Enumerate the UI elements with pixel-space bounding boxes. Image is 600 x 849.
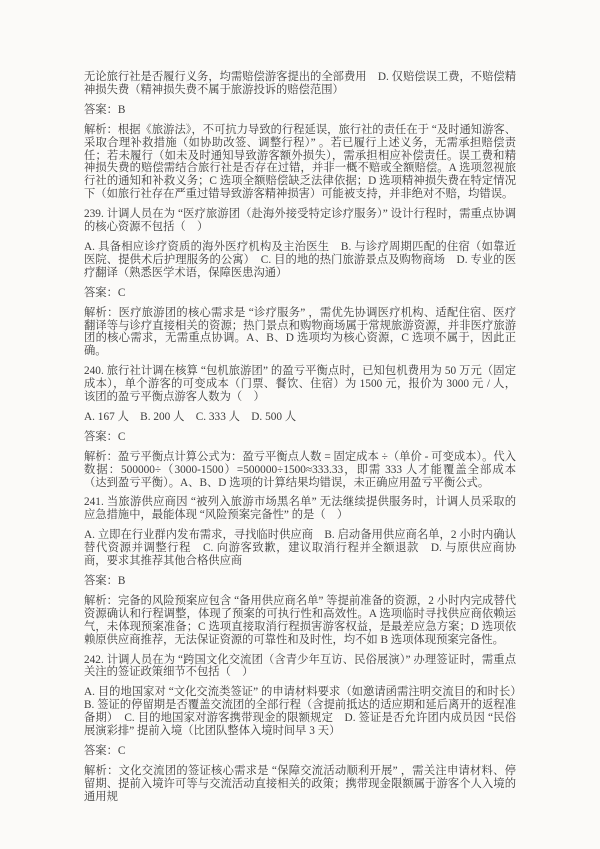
question-240: 240. 旅行社计调在核算 “包机旅游团” 的盈亏平衡点时，已知包机费用为 50 万元（固定成本），单个游客的可变成本（门票、餐饮、住宿）为 1500 元，报价为 3000 元 / 人，该团的盈亏平衡点游客人数为（ ） (84, 365, 516, 404)
question-241: 241. 当旅游供应商因 “被列入旅游市场黑名单” 无法继续提供服务时，计调人员采取的应急措施中，最能体现 “风险预案完备性” 的是（ ） (84, 496, 516, 522)
question-238-option-continuation: 无论旅行社是否履行义务，均需赔偿游客提出的全部费用 D. 仅赔偿误工费，不赔偿精神损失费（精神损失费不属于旅游投诉的赔偿范围） (84, 71, 516, 96)
analysis-238: 解析：根据《旅游法》，不可抗力导致的行程延误，旅行社的责任在于 “及时通知游客、采取合理补救措施（如协助改签、调整行程）” 。若已履行上述义务，无需承担赔偿责任；若未履行（如未及时通知导致游客额外损失），需承担相应补偿责任。误工费和精神损失费的赔偿需结合旅行社是否存在过错，并非一概不赔或全额赔偿。A 选项忽视旅行社的通知和补救义务；C 选项全额赔偿缺乏法律依据；D 选项精神损失费在特定情况下（如旅行社存在严重过错导致游客精神损害）可能被支持，并非绝对不赔，均错误。 (84, 123, 516, 201)
analysis-242: 解析：文化交流团的签证核心需求是 “保障交流活动顺利开展” ，需关注申请材料、停留期、提前入境许可等与交流活动直接相关的政策；携带现金限额属于游客个人入境的通用规 (84, 764, 516, 803)
question-239: 239. 计调人员在为 “医疗旅游团（赴海外接受特定诊疗服务）” 设计行程时，需重点协调的核心资源不包括（ ） (84, 208, 516, 234)
answer-241: 答案：B (84, 575, 126, 587)
answer-242: 答案：C (84, 744, 126, 757)
analysis-240: 解析：盈亏平衡点计算公式为：盈亏平衡点人数 = 固定成本 ÷（单价 - 可变成本）。代入数据：500000÷（3000-1500）=500000÷1500≈333.33，即需 333 人才能覆盖全部成本（达到盈亏平衡）。A、B、D 选项的计算结果均错误，未正确应用盈亏平衡公式。 (84, 450, 516, 489)
options-242: A. 目的地国家对 “文化交流类签证” 的申请材料要求（如邀请函需注明交流目的和时长） B. 签证的停留期是否覆盖交流团的全部行程（含提前抵达的适应期和延后离开的返程准备期） C. 目的地国家对游客携带现金的限额规定 D. 签证是否允许团内成员因 “民俗展演彩排” 提前入境（比团队整体入境时间早 3 天） (84, 686, 528, 738)
analysis-239: 解析：医疗旅游团的核心需求是 “诊疗服务” ，需优先协调医疗机构、适配住宿、医疗翻译等与诊疗直接相关的资源；热门景点和购物商场属于常规旅游资源，并非医疗旅游团的核心需求，无需重点协调。A、B、D 选项均为核心资源，C 选项不属于，因此正确。 (84, 306, 516, 358)
text-column (84, 71, 528, 804)
answer-240: 答案：C (84, 430, 126, 443)
question-242: 242. 计调人员在为 “跨国文化交流团（含青少年互访、民俗展演）” 办理签证时，需重点关注的签证政策细节不包括（ ） (84, 653, 516, 679)
options-239: A. 具备相应诊疗资质的海外医疗机构及主治医生 B. 与诊疗周期匹配的住宿（如靠近医院、提供术后护理服务的公寓） C. 目的地的热门旅游景点及购物商场 D. 专业的医疗翻译（熟悉医学术语，保障医患沟通） (84, 240, 516, 279)
options-241: A. 立即在行业群内发布需求，寻找临时供应商 B. 启动备用供应商名单，2 小时内确认替代资源并调整行程 C. 向游客致歉，建议取消行程并全额退款 D. 与原供应商协商，要求其推荐其他合格供应商 (84, 529, 516, 568)
answer-238: 答案：B (84, 103, 126, 116)
analysis-241: 解析：完备的风险预案应包含 “备用供应商名单” 等提前准备的资源，2 小时内完成替代资源确认和行程调整，体现了预案的可执行性和高效性。A 选项临时寻找供应商依赖运气，未体现预案准备；C 选项直接取消行程损害游客权益，是最差应急方案；D 选项依赖原供应商推荐，无法保证资源的可靠性和及时性，均不如 B 选项体现预案完备性。 (84, 594, 516, 646)
options-240: A. 167 人 B. 200 人 C. 333 人 D. 500 人 (84, 410, 297, 423)
answer-239: 答案：C (84, 286, 126, 299)
